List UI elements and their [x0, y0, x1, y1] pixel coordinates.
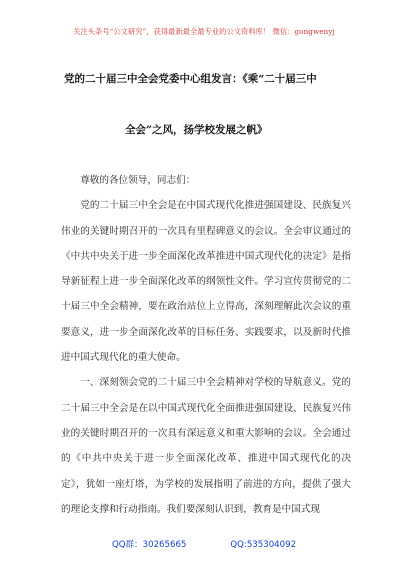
- contact-footer: [0, 538, 408, 550]
- body-paragraph-intro: 党的二十届三中全会是在中国式现代化推进强国建设、民族复兴伟业的关键时期召开的一次具有里程碑意义的会议。全会审议通过的《中共中央关于进一步全面深化改革推进中国式现代化的决定》是指导新征程上进一步全面深化改革的纲领性文件。学习宣传贯彻党的二十届三中全会精神，要在政治站位上立得高，深刻理解此次会议的重要意义，进一步全面深化改革的目标任务、实践要求，以及新时代推进中国式现代化的重大使命。: [61, 200, 351, 364]
- document-title-line-2: 全会”之风，扬学校发展之帆》: [125, 124, 268, 136]
- promo-banner: 关注头条号“公文研究”，获得最新最全最专业的公文资料库！ 微信：gongwenyj: [73, 27, 335, 36]
- salutation-paragraph: 尊敬的各位领导，同志们：: [80, 175, 196, 186]
- document-title-line-1: 党的二十届三中全会党委中心组发言：《乘“二十届三中: [64, 73, 317, 85]
- document-body: [61, 168, 351, 522]
- body-paragraph-section-1: 一、深刻领会党的二十届三中全会精神对学校的导航意义。党的二十届三中全会是在以中国式现代化全面推进强国建设、民族复兴伟业的关键时期召开的一次具有深远意义和重大影响的会议。全会通过的《中共中央关于进一步全面深化改革、推进中国式现代化的决定》，犹如一座灯塔，为学校的发展指明了前进的方向，提供了强大的理论支撑和行动指南。我们要深刻认识到，教育是中国式现: [61, 377, 351, 515]
- qq-contact-number: QQ:535304092: [230, 540, 297, 550]
- qq-group-number: QQ群：30265665: [111, 540, 187, 550]
